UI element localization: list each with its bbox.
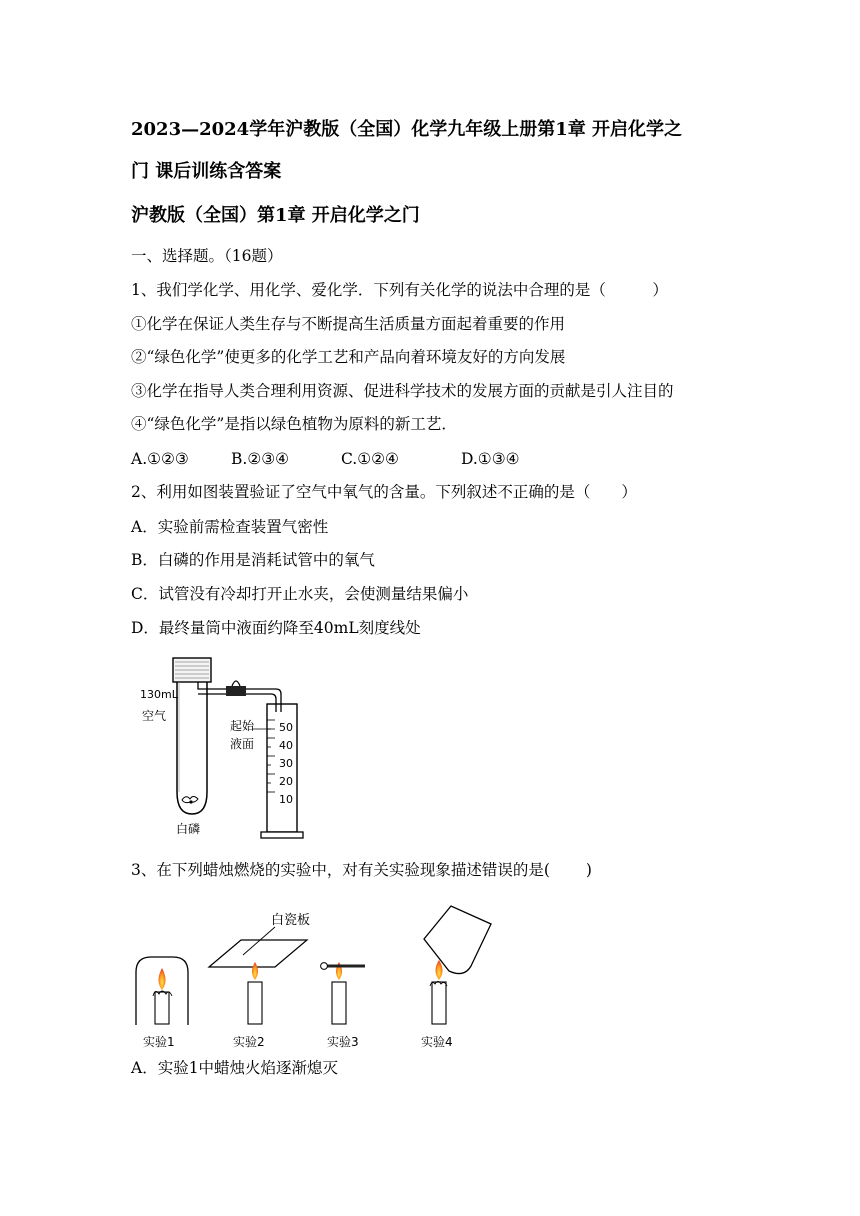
scale-label-10: 10: [279, 793, 293, 806]
candle-experiments-figure: [131, 900, 511, 1055]
question-1-item: ③化学在指导人类合理利用资源、促进科学技术的发展方面的贡献是引人注目的: [131, 382, 674, 400]
question-2-stem: 2、利用如图装置验证了空气中氧气的含量。下列叙述不正确的是（ ）: [131, 483, 637, 501]
label-experiment-4: 实验4: [421, 1035, 453, 1049]
label-start-level-1: 起始: [230, 719, 255, 733]
document-title-line2: 门 课后训练含答案: [131, 161, 282, 182]
label-experiment-1: 实验1: [143, 1035, 175, 1049]
label-air: 空气: [142, 709, 167, 723]
question-1-item: ①化学在保证人类生存与不断提高生活质量方面起着重要的作用: [131, 315, 566, 333]
document-subtitle: 沪教版（全国）第1章 开启化学之门: [131, 205, 420, 226]
document-title-line1: 2023—2024学年沪教版（全国）化学九年级上册第1章 开启化学之: [131, 119, 682, 140]
label-porcelain-plate: 白瓷板: [271, 913, 311, 928]
question-2-option-c: C．试管没有冷却打开止水夹，会使测量结果偏小: [131, 585, 469, 603]
question-2-option-b: B．白磷的作用是消耗试管中的氧气: [131, 551, 375, 569]
scale-label-40: 40: [279, 739, 293, 752]
scale-label-30: 30: [279, 757, 293, 770]
scale-label-20: 20: [279, 775, 293, 788]
question-1-options: [131, 449, 520, 469]
question-3-stem: 3、在下列蜡烛燃烧的实验中，对有关实验现象描述错误的是( ): [131, 861, 592, 879]
oxygen-apparatus-figure: [134, 652, 314, 842]
label-white-phosphorus: 白磷: [176, 822, 201, 836]
scale-label-50: 50: [279, 721, 293, 734]
question-1-option-c: C.①②④: [341, 450, 399, 468]
question-1-option-b: B.②③④: [231, 450, 290, 468]
question-1-item: ②“绿色化学”使更多的化学工艺和产品向着环境友好的方向发展: [131, 348, 566, 366]
question-1-stem: 1、我们学化学、用化学、爱化学．下列有关化学的说法中合理的是（ ）: [131, 281, 668, 299]
question-2-option-a: A．实验前需检查装置气密性: [131, 518, 329, 536]
question-3-option-a: A．实验1中蜡烛火焰逐渐熄灭: [131, 1059, 339, 1077]
label-experiment-3: 实验3: [327, 1035, 359, 1049]
question-2-option-d: D．最终量筒中液面约降至40mL刻度线处: [131, 619, 421, 637]
question-1-option-d: D.①③④: [461, 450, 520, 468]
label-start-level-2: 液面: [230, 737, 255, 751]
question-1-option-a: A.①②③: [131, 450, 189, 468]
label-130ml: 130mL: [140, 688, 178, 701]
question-1-item: ④“绿色化学”是指以绿色植物为原料的新工艺．: [131, 415, 457, 433]
section-heading: 一、选择题。（16题）: [131, 247, 283, 265]
label-experiment-2: 实验2: [233, 1035, 265, 1049]
